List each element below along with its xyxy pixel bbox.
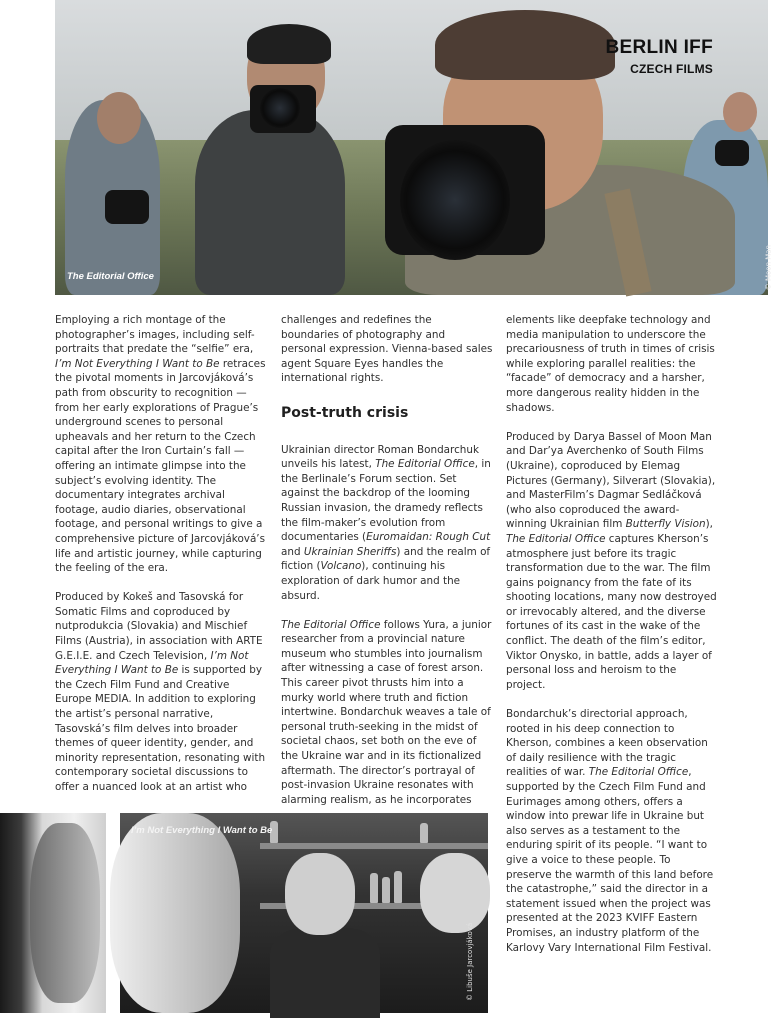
- film-title: The Editorial Office: [506, 532, 606, 545]
- film-title: The Editorial Office: [281, 618, 381, 631]
- hero-photo-credit: © Moon Man: [764, 245, 772, 291]
- lens-shape: [400, 140, 510, 260]
- photographer-figure: [195, 110, 345, 295]
- hero-caption: The Editorial Office: [67, 271, 154, 282]
- film-title: I’m Not Everything I Want to Be: [55, 357, 220, 370]
- section-title-sub: CZECH FILMS: [630, 62, 713, 76]
- camera-icon: [105, 190, 149, 224]
- photographer-head: [723, 92, 757, 132]
- subheading: Post-truth crisis: [281, 404, 409, 421]
- section-title: [606, 37, 714, 76]
- film-title: Euromaidan: Rough Cut: [366, 531, 491, 544]
- text-column-2: [281, 313, 493, 822]
- paragraph: Produced by Kokeš and Tasovská for Somatic Films and coproduced by nutprodukcia (Slovakia) and Mischief Films (Austria), in association with ARTE G.E.I.E. and Czech Television, I’m Not Everything I Want to Be is supported by the Czech Film Fund and Creative Europe MEDIA. In addition to exploring the artist’s personal narrative, Tasovská’s film delves into broader themes of queer identity, gender, and minority representation, resonating with contemporary societal discussions to offer a nuanced look at an artist who: [55, 591, 266, 793]
- film-title: Butterfly Vision: [625, 518, 706, 531]
- hero-photo: [55, 0, 772, 295]
- text-column-1: [55, 313, 267, 809]
- bottle-shape: [370, 873, 378, 903]
- cap-shape: [247, 24, 331, 64]
- paragraph: Ukrainian director Roman Bondarchuk unveils his latest, The Editorial Office, in the Berlinale’s Forum section. Set against the backdrop of the looming Russian invasion, the dramedy reflects the film-maker’s evolution from documentaries (Euromaidan: Rough Cut and Ukrainian Sheriffs) and the realm of fiction (Volcano), continuing his exploration of dark humor and the absurd.: [281, 443, 491, 602]
- paragraph: challenges and redefines the boundaries of photography and personal expression. Vienna-based sales agent Square Eyes handles the international rights.: [281, 314, 493, 385]
- figure-body: [270, 928, 380, 1018]
- section-title-main: BERLIN IFF: [605, 37, 713, 58]
- bottle-shape: [382, 877, 390, 903]
- film-title: Ukrainian Sheriffs: [303, 545, 397, 558]
- bw-photo-left: [0, 813, 106, 1013]
- film-title: The Editorial Office: [588, 766, 689, 779]
- film-title: I’m Not Everything I Want to Be: [55, 649, 249, 677]
- camera-icon: [715, 140, 749, 166]
- text-column-3: [506, 313, 718, 970]
- paragraph: Produced by Darya Bassel of Moon Man and Dar’ya Averchenko of South Films (Ukraine), coproduced by Elemag Pictures (Germany), Silverart (Slovakia), and MasterFilm’s Dagmar Sedláčková (who also coproduced the award-winning Ukrainian film Butterfly Vision), The Editorial Office captures Kherson’s atmosphere just before its tragic transformation due to the war. The film gains poignancy from the fate of its shooting locations, many now destroyed or irrevocably altered, and the diverse fortunes of its cast in the wake of the conflict. The death of the film’s editor, Viktor Onysko, in battle, adds a layer of personal loss and heroism to the project.: [506, 430, 717, 691]
- figure-head: [285, 853, 355, 935]
- portrait-shape: [30, 823, 100, 1003]
- paragraph: The Editorial Office follows Yura, a junior researcher from a provincial nature museum who stumbles into journalism after witnessing a case of forest arson. This career pivot thrusts him into a murky world where truth and fiction intertwine. Bondarchuk weaves a tale of personal truth-seeking in the midst of societal chaos, set both on the eve of the Ukraine war and in its fictionalized aftermath. The director’s portrayal of post-invasion Ukraine resonates with alarming realism, as he incorporates: [281, 618, 492, 806]
- foreground-figure: [110, 813, 240, 1013]
- paragraph: Bondarchuk’s directorial approach, rooted in his deep connection to Kherson, combines a keen observation of daily resilience with the tragic realities of war. The Editorial Office, supported by the Czech Film Fund and Eurimages among others, offers a window into prewar life in Ukraine but also serves as a testament to the enduring spirit of its people. “I want to give a voice to these people. To preserve the warmth of this land before the catastrophe,” said the director in a statement issued when the project was presented at the 2023 KVIFF Eastern Promises, an industry platform of the Karlovy Vary International Film Festival.: [506, 708, 714, 954]
- photo-credit: © Libuše Jarcovjáková: [466, 922, 474, 1001]
- bar-shelf: [260, 843, 488, 849]
- figure-head: [420, 853, 490, 933]
- photographer-head: [97, 92, 141, 144]
- cap-shape: [435, 10, 615, 80]
- lens-shape: [260, 88, 300, 128]
- bottle-shape: [420, 823, 428, 843]
- bw-bar-photo: [120, 813, 488, 1013]
- paragraph: elements like deepfake technology and media manipulation to underscore the precariousness of truth in times of crisis while exploring parallel realities: the “facade” of democracy and a harsher, more dangerous reality hidden in the shadows.: [506, 314, 715, 414]
- paragraph: Employing a rich montage of the photographer’s images, including self-portraits that predate the “selfie” era, I’m Not Everything I Want to Be retraces the pivotal moments in Jarcovjáková’s path from obscurity to recognition — from her early explorations of Prague’s underground scenes to personal upheavals and her return to the Czech capital after the Iron Curtain’s fall — offering an intimate glimpse into the subject’s evolving identity. The documentary integrates archival footage, audio diaries, observational footage, and personal writings to give a comprehensive picture of Jarcovjáková’s life and artistic journey, while capturing the feeling of the era.: [55, 314, 266, 575]
- film-title: The Editorial Office: [375, 458, 475, 471]
- film-title: Volcano: [320, 560, 362, 573]
- photo-caption: I’m Not Everything I Want to Be: [131, 825, 273, 836]
- bottle-shape: [394, 871, 402, 903]
